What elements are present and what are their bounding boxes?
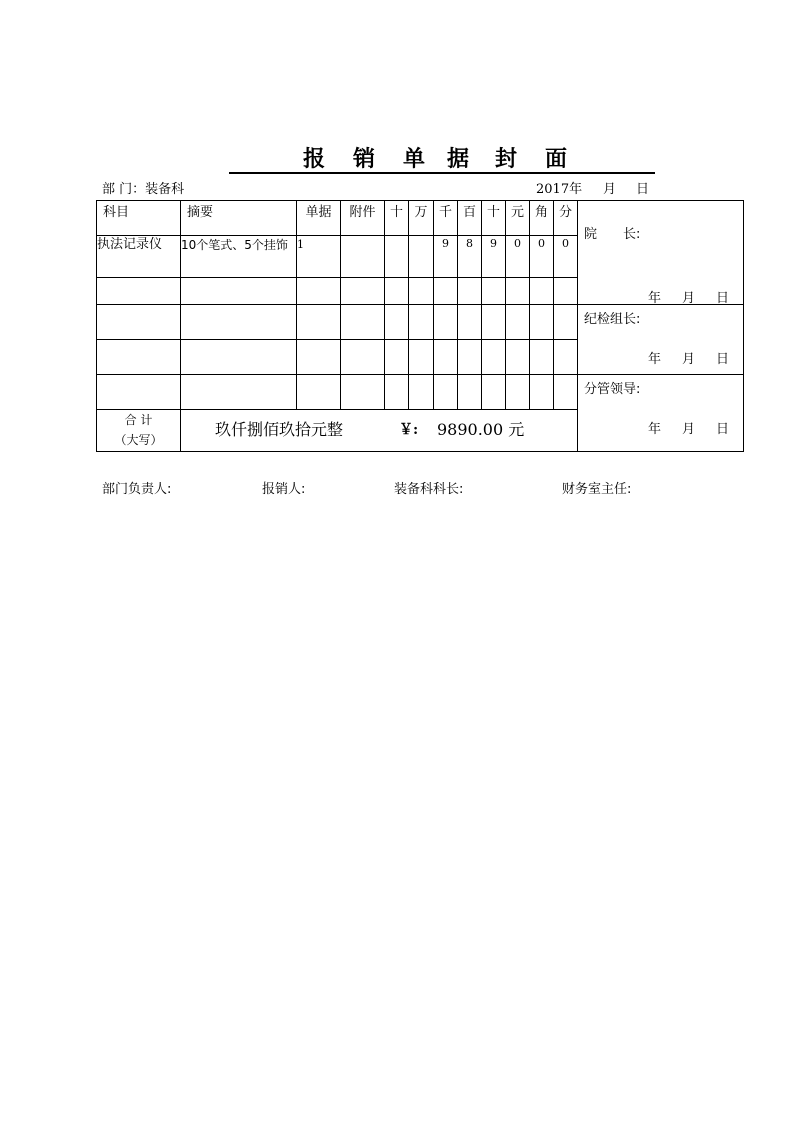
president-day: 日 [716, 291, 730, 305]
row-subject [97, 305, 181, 340]
approval-leader-cell [578, 375, 744, 452]
leader-year: 年 [648, 422, 662, 437]
row-summary [181, 340, 297, 375]
row-receipts [297, 278, 341, 305]
col-digit: 千 [434, 201, 458, 236]
row-digit: 0 [506, 236, 530, 278]
department-value: 装备科 [145, 182, 185, 197]
discipline-label: 纪检组长: [584, 312, 641, 327]
row-digit [385, 305, 409, 340]
row-digit [482, 340, 506, 375]
row-digit [458, 278, 482, 305]
row-digit [530, 278, 554, 305]
header-month: 月 [603, 182, 617, 197]
department-line [102, 182, 184, 198]
col-subject: 科目 [97, 201, 181, 236]
row-digit [530, 340, 554, 375]
row-receipts [297, 340, 341, 375]
president-year: 年 [648, 291, 662, 305]
row-digit [409, 340, 434, 375]
row-digit [409, 236, 434, 278]
row-digit [385, 340, 409, 375]
currency-symbol: ￥: [399, 422, 419, 438]
row-summary [181, 375, 297, 410]
row-digit [554, 278, 578, 305]
row-digit [409, 375, 434, 410]
row-digit [434, 278, 458, 305]
row-receipts [297, 305, 341, 340]
dept-head-signature: 部门负责人: [102, 482, 172, 497]
total-amount: 9890.00 元 [437, 420, 525, 439]
row-attachments [341, 236, 385, 278]
row-digit [554, 340, 578, 375]
row-digit [458, 305, 482, 340]
discipline-year: 年 [648, 352, 662, 367]
row-digit [385, 278, 409, 305]
row-digit [506, 375, 530, 410]
col-receipts: 单据 [297, 201, 341, 236]
row-subject [97, 278, 181, 305]
title-char: 据 [447, 146, 470, 172]
president-month: 月 [682, 291, 696, 305]
discipline-month: 月 [682, 352, 696, 367]
row-receipts: 1 [297, 236, 341, 278]
total-label-cell [97, 410, 181, 452]
leader-month: 月 [682, 422, 696, 437]
row-attachments [341, 278, 385, 305]
header-day: 日 [636, 182, 650, 197]
approval-president-cell [578, 201, 744, 305]
row-digit [506, 340, 530, 375]
row-digit: 9 [434, 236, 458, 278]
title-char: 面 [545, 146, 568, 172]
col-summary: 摘要 [181, 201, 297, 236]
total-label-uppercase: （大写） [114, 433, 163, 447]
row-digit [409, 278, 434, 305]
row-digit [458, 375, 482, 410]
approval-discipline-cell [578, 305, 744, 375]
claimant-signature: 报销人: [262, 482, 306, 497]
row-summary [181, 278, 297, 305]
header-row [97, 201, 744, 236]
row-attachments [341, 340, 385, 375]
table-row [97, 305, 744, 340]
row-digit [434, 375, 458, 410]
total-in-words: 玖仟捌佰玖拾元整 [215, 420, 344, 439]
row-digit [554, 375, 578, 410]
row-digit [458, 340, 482, 375]
row-subject [97, 340, 181, 375]
reimbursement-table [96, 200, 744, 452]
col-digit: 万 [409, 201, 434, 236]
department-label: 部 门： [102, 182, 146, 197]
row-digit [385, 236, 409, 278]
row-subject: 执法记录仪 [97, 236, 181, 278]
row-digit [482, 375, 506, 410]
row-digit: 9 [482, 236, 506, 278]
col-digit: 十 [482, 201, 506, 236]
leader-day: 日 [716, 422, 730, 437]
header-year: 2017年 [536, 182, 583, 197]
row-attachments [341, 305, 385, 340]
row-attachments [341, 375, 385, 410]
row-digit: 0 [530, 236, 554, 278]
col-digit: 元 [506, 201, 530, 236]
row-digit: 0 [554, 236, 578, 278]
row-summary [181, 305, 297, 340]
col-digit: 百 [458, 201, 482, 236]
col-digit: 分 [554, 201, 578, 236]
table-row [97, 375, 744, 410]
title-char: 报 [303, 146, 326, 172]
title-char: 单 [403, 146, 426, 172]
col-attachments: 附件 [341, 201, 385, 236]
row-digit [506, 278, 530, 305]
row-digit [409, 305, 434, 340]
row-digit [482, 305, 506, 340]
row-summary: 10个笔式、5个挂饰 [181, 236, 297, 278]
row-digit [506, 305, 530, 340]
row-receipts [297, 375, 341, 410]
col-digit: 角 [530, 201, 554, 236]
finance-director-signature: 财务室主任: [562, 482, 632, 497]
equipment-chief-signature: 装备科科长: [394, 482, 464, 497]
row-digit [530, 375, 554, 410]
discipline-day: 日 [716, 352, 730, 367]
row-digit [482, 278, 506, 305]
row-digit [554, 305, 578, 340]
row-digit [530, 305, 554, 340]
title-char: 封 [495, 146, 518, 172]
row-digit: 8 [458, 236, 482, 278]
leader-label: 分管领导: [584, 382, 641, 397]
document-title [229, 146, 655, 174]
president-label: 院 长: [584, 227, 641, 242]
row-digit [434, 305, 458, 340]
row-digit [385, 375, 409, 410]
row-subject [97, 375, 181, 410]
col-digit: 十 [385, 201, 409, 236]
total-amount-cell [181, 410, 578, 452]
total-label: 合 计 [124, 413, 153, 427]
title-char: 销 [353, 146, 376, 172]
row-digit [434, 340, 458, 375]
